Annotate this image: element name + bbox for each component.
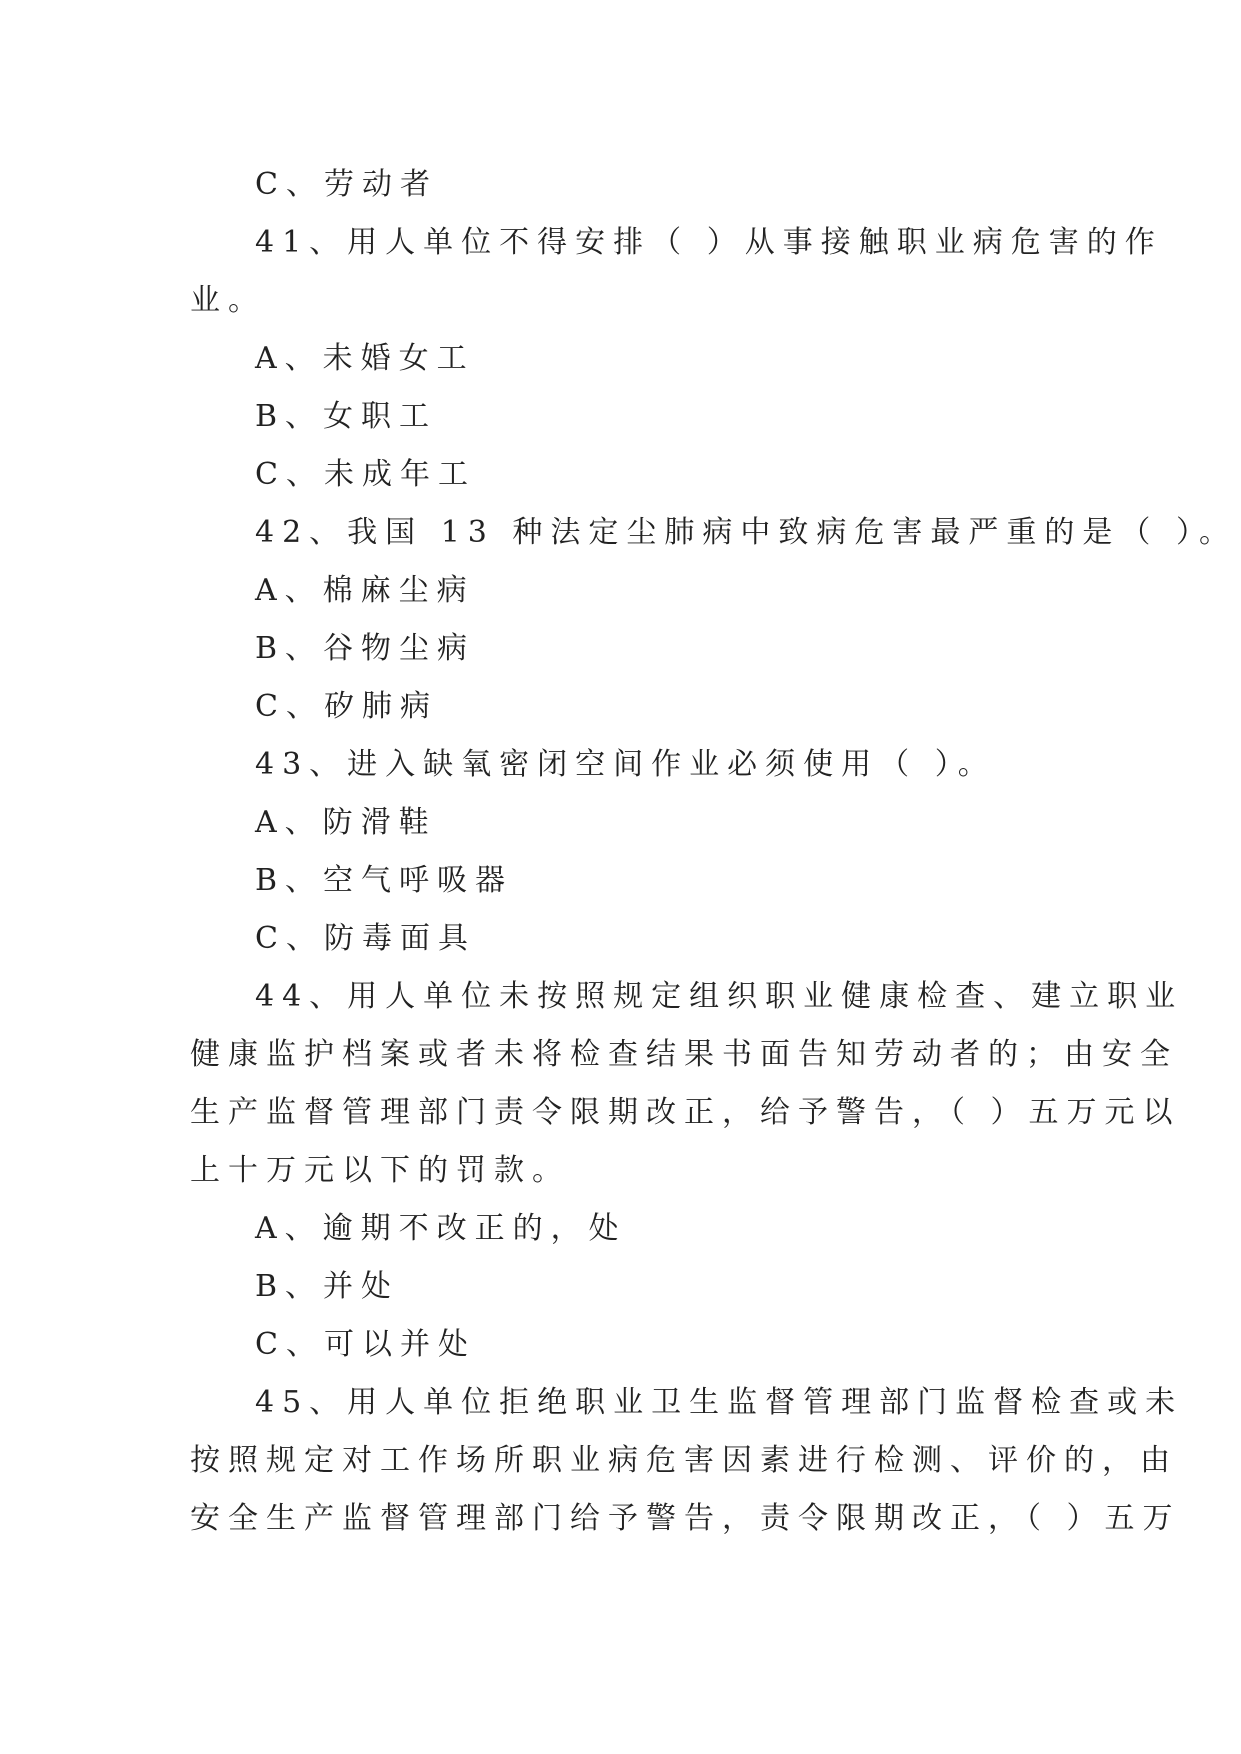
question-45-text-cont: 按照规定对工作场所职业病危害因素进行检测、评价的，由 — [190, 1443, 1178, 1478]
option-text: B、并处 — [255, 1269, 400, 1304]
question-43-text: 43、进入缺氧密闭空间作业必须使用（ ）。 — [255, 747, 996, 782]
question-44-text-cont: 生产监督管理部门责令限期改正，给予警告，（ ）五万元以 — [190, 1095, 1181, 1130]
question-45-text-cont: 安全生产监督管理部门给予警告，责令限期改正，（ ）五万 — [190, 1501, 1181, 1536]
question-41-text-cont: 业。 — [190, 283, 266, 318]
option-text: A、棉麻尘病 — [255, 573, 475, 608]
question-44-text-cont: 上十万元以下的罚款。 — [190, 1153, 570, 1188]
option-text: C、未成年工 — [255, 457, 476, 492]
option-text: A、逾期不改正的，处 — [255, 1211, 627, 1246]
option-text: C、防毒面具 — [255, 921, 476, 956]
option-text: A、防滑鞋 — [255, 805, 437, 840]
option-text: C、矽肺病 — [255, 689, 438, 724]
question-45-text: 45、用人单位拒绝职业卫生监督管理部门监督检查或未 — [255, 1385, 1184, 1420]
option-text: A、未婚女工 — [255, 341, 475, 376]
option-text: B、空气呼吸器 — [255, 863, 514, 898]
option-text: B、谷物尘病 — [255, 631, 476, 666]
option-text: C、可以并处 — [255, 1327, 476, 1362]
question-42-text: 42、我国 13 种法定尘肺病中致病危害最严重的是（ ）。 — [255, 515, 1237, 550]
question-41-text: 41、用人单位不得安排（ ）从事接触职业病危害的作 — [255, 225, 1163, 260]
option-text: C、劳动者 — [255, 167, 438, 202]
option-text: B、女职工 — [255, 399, 438, 434]
question-44-text: 44、用人单位未按照规定组织职业健康检查、建立职业 — [255, 979, 1184, 1014]
question-44-text-cont: 健康监护档案或者未将检查结果书面告知劳动者的；由安全 — [190, 1037, 1178, 1072]
